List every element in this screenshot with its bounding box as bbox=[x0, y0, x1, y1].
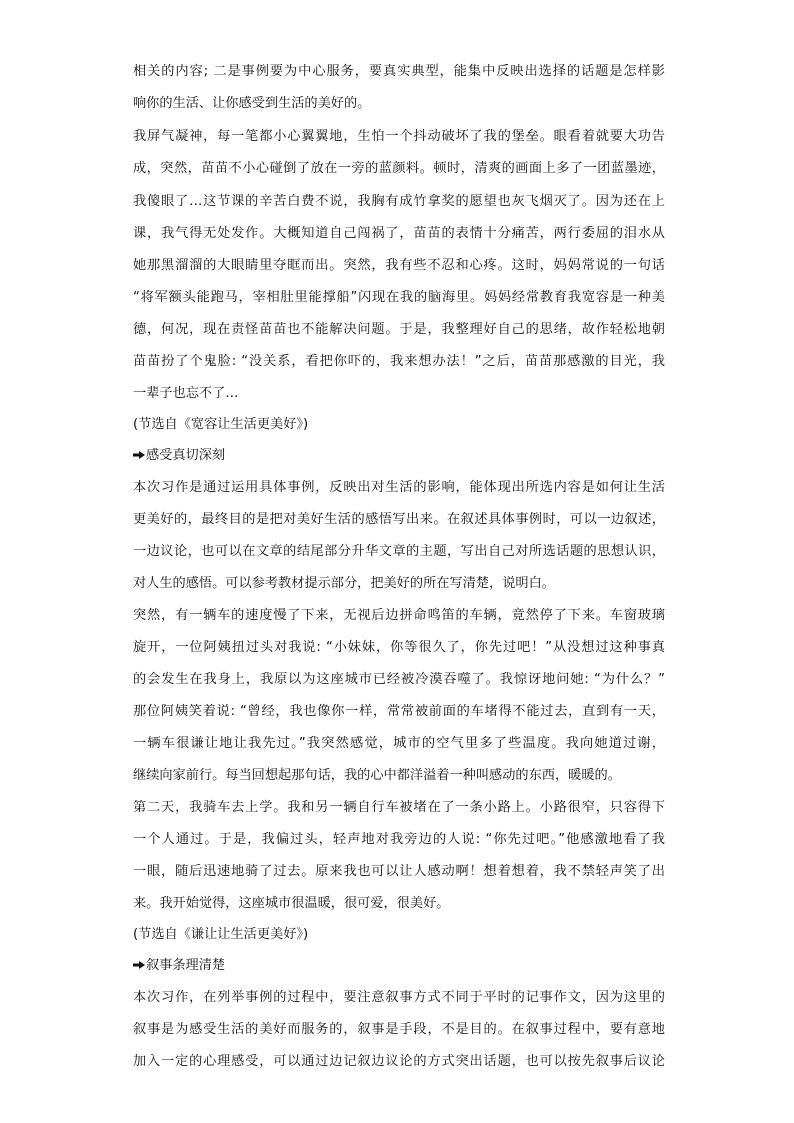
text-line: 苗苗扮了个鬼脸: “没关系，看把你吓的，我来想办法！”之后，苗苗那感激的目光，我 bbox=[133, 354, 665, 369]
text-line: 一辆车很谦让地让我先过。”我突然感觉，城市的空气里多了些温度。我向她道过谢， bbox=[133, 736, 665, 751]
section-heading bbox=[133, 446, 225, 466]
text-line: 那位阿姨笑着说: “曾经，我也像你一样，常常被前面的车堵得不能过去，直到有一天， bbox=[133, 704, 665, 719]
text-line: 本次习作，在列举事例的过程中，要注意叙事方式不同于平时的记事作文，因为这里的 bbox=[133, 990, 665, 1005]
text-line: 本次习作是通过运用具体事例，反映出对生活的影响，能体现出所选内容是如何让生活 bbox=[133, 480, 665, 495]
text-line: 一边议论，也可以在文章的结尾部分升华文章的主题，写出自己对所选话题的思想认识， bbox=[133, 544, 665, 559]
text-line: 第二天，我骑车去上学。我和另一辆自行车被堵在了一条小路上。小路很窄，只容得下 bbox=[133, 800, 665, 815]
text-line: 来。我开始觉得，这座城市很温暖，很可爱，很美好。 bbox=[133, 896, 450, 911]
text-line: 课，我气得无处发作。大概知道自己闯祸了，苗苗的表情十分痛苦，两行委屈的泪水从 bbox=[133, 226, 665, 241]
source-note: (节选自《宽容让生活更美好》) bbox=[133, 417, 309, 432]
text-line: 叙事是为感受生活的美好而服务的，叙事是手段，不是目的。在叙事过程中，要有意地 bbox=[133, 1022, 665, 1037]
text-line: 响你的生活、让你感受到生活的美好的。 bbox=[133, 96, 371, 111]
text-line: 旋开，一位阿姨扭过头对我说: “小妹妹，你等很久了，你先过吧！”从没想过这种事真 bbox=[133, 640, 665, 655]
text-line: 相关的内容; 二是事例要为中心服务，要真实典型，能集中反映出选择的话题是怎样影 bbox=[133, 64, 665, 79]
text-line: 更美好的，最终目的是把对美好生活的感悟写出来。在叙述具体事例时，可以一边叙述， bbox=[133, 512, 665, 527]
text-line: 一辈子也忘不了… bbox=[133, 386, 239, 401]
text-line: 我屏气凝神，每一笔都小心翼翼地，生怕一个抖动破坏了我的堡垒。眼看着就要大功告 bbox=[133, 129, 665, 144]
text-line: 突然，有一辆车的速度慢了下来，无视后边拼命鸣笛的车辆，竟然停了下来。车窗玻璃 bbox=[133, 608, 665, 623]
arrow-right-icon bbox=[133, 961, 145, 969]
text-line: 成，突然，苗苗不小心碰倒了放在一旁的蓝颜料。顿时，清爽的画面上多了一团蓝墨迹， bbox=[133, 161, 665, 176]
text-line: 一个人通过。于是，我偏过头，轻声地对我旁边的人说: “你先过吧。”他感激地看了我 bbox=[133, 832, 665, 847]
text-line: 加入一定的心理感受，可以通过边记叙边议论的方式突出话题，也可以按先叙事后议论 bbox=[133, 1054, 665, 1069]
text-line: 德，何况，现在责怪苗苗也不能解决问题。于是，我整理好自己的思绪，故作轻松地朝 bbox=[133, 322, 665, 337]
arrow-right-icon bbox=[133, 451, 145, 459]
text-line: 的会发生在我身上，我原以为这座城市已经被冷漠吞噬了。我惊讶地问她: “为什么？” bbox=[133, 672, 665, 687]
source-note: (节选自《谦让让生活更美好》) bbox=[133, 927, 309, 942]
heading-label: 叙事条理清楚 bbox=[146, 958, 226, 973]
text-line: 我傻眼了…这节课的辛苦白费不说，我胸有成竹拿奖的愿望也灰飞烟灭了。因为还在上 bbox=[133, 194, 665, 209]
heading-label: 感受真切深刻 bbox=[146, 448, 226, 463]
text-line: 她那黑溜溜的大眼睛里夺眶而出。突然，我有些不忍和心疼。这时，妈妈常说的一句话 bbox=[133, 258, 665, 273]
text-line: 对人生的感悟。可以参考教材提示部分，把美好的所在写清楚，说明白。 bbox=[133, 576, 555, 591]
text-line: 继续向家前行。每当回想起那句话，我的心中都洋溢着一种叫感动的东西，暖暖的。 bbox=[133, 768, 621, 783]
text-line: 一眼，随后迅速地骑了过去。原来我也可以让人感动啊！想着想着，我不禁轻声笑了出 bbox=[133, 864, 665, 879]
text-line: “将军额头能跑马，宰相肚里能撑船”闪现在我的脑海里。妈妈经常教育我宽容是一种美 bbox=[133, 290, 665, 305]
section-heading bbox=[133, 956, 225, 976]
